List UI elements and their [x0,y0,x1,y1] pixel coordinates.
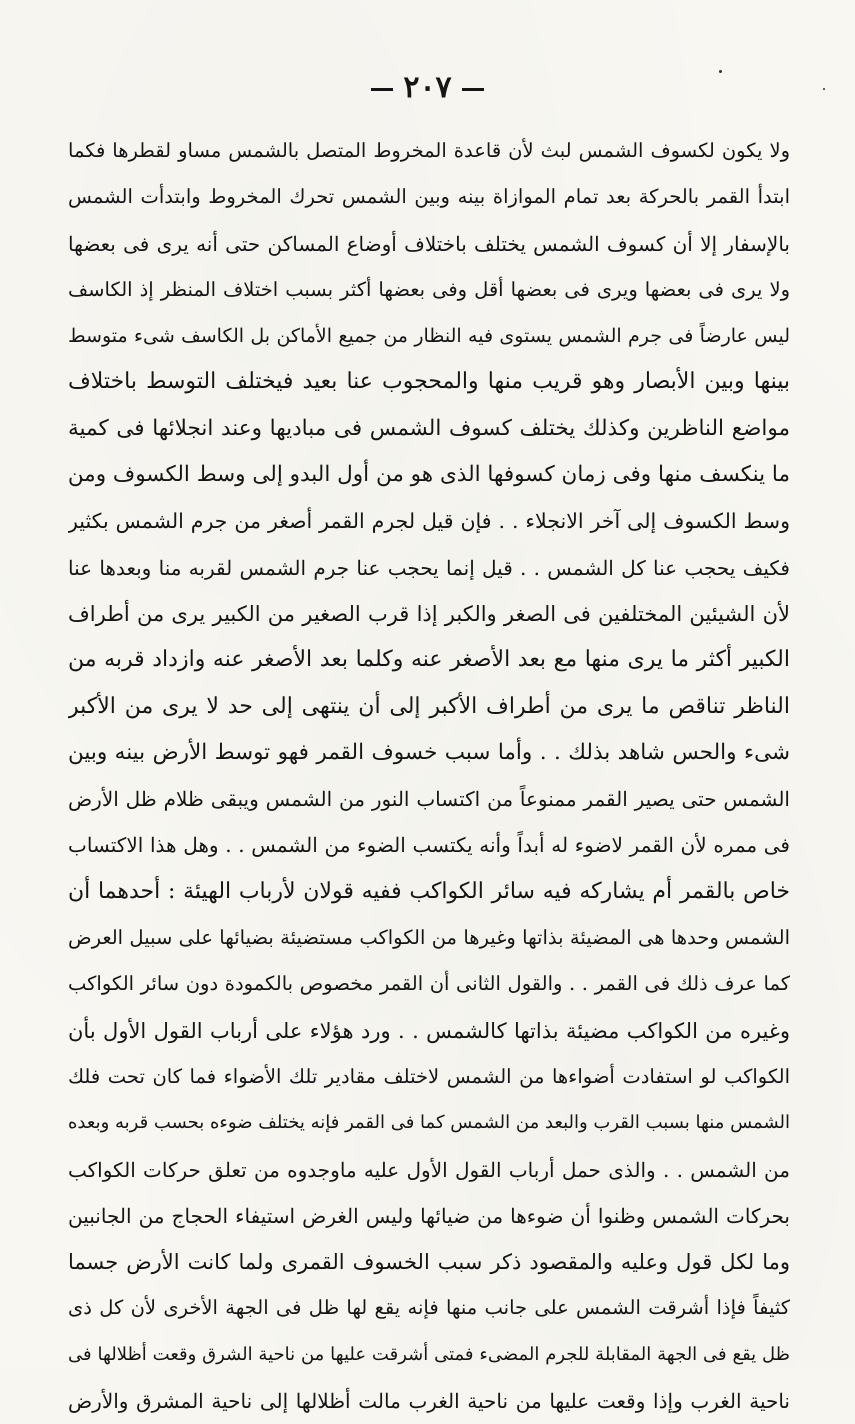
text-line: الكبير أكثر ما يرى منها مع بعد الأصغر عنه وكلما بعد الأصغر عنه وازداد قربه من [68,647,790,673]
scan-speck [719,70,722,73]
text-line: بينها وبين الأبصار وهو قريب منها والمحجوب عنا بعيد فيختلف التوسط باختلاف [68,369,790,395]
text-line: من الشمس . . والذى حمل أرباب القول الأول عليه ماوجدوه من تعلق حركات الكواكب [68,1157,790,1182]
text-line: الناظر تناقص ما يرى من أطراف الأكبر إلى أن ينتهى إلى حد لا يرى من الأكبر [68,693,790,719]
text-line: بحركات الشمس وظنوا أن ضوءها من ضيائها وليس الغرض استيفاء الحجاج من الجانبين [68,1203,790,1228]
text-line: مواضع الناظرين وكذلك يختلف كسوف الشمس فى مباديها وعند انجلائها فى كمية [68,415,790,441]
text-line: كما عرف ذلك فى القمر . . والقول الثانى أن القمر مخصوص بالكمودة دون سائر الكواكب [68,972,790,996]
text-line: وسط الكسوف إلى آخر الانجلاء . . فإن قيل لجرم القمر أصغر من جرم الشمس بكثير [68,509,790,534]
text-line: وغيره من الكواكب مضيئة بذاتها كالشمس . . ورد هؤلاء على أرباب القول الأول بأن [68,1018,790,1043]
left-dash [371,88,393,91]
text-line: ابتدأ القمر بالحركة بعد تمام الموازاة بينه وبين الشمس تحرك المخروط وابتدأت الشمس [68,185,790,209]
text-line: الشمس وحدها هى المضيئة بذاتها وغيرها من الكواكب مستضيئة بضيائها على سبيل العرض [68,926,790,950]
text-line: لأن الشيئين المختلفين فى الصغر والكبر إذا قرب الصغير من الكبير يرى من أطراف [68,601,790,626]
body-text [68,128,790,1424]
page-number-header [0,70,855,105]
text-line: كثيفاً فإذا أشرقت الشمس على جانب منها فإنه يقع لها ظل فى الجهة الأخرى لأن كل ذى [68,1296,790,1320]
text-line: ولا يكون لكسوف الشمس لبث لأن قاعدة المخروط المتصل بالشمس مساو لقطرها فكما [68,139,790,162]
text-line: ولا يرى فى بعضها ويرى فى بعضها أقل وفى بعضها أكثر بسبب اختلاف المنظر إذ الكاسف [68,277,790,301]
text-line: الشمس منها بسبب القرب والبعد من الشمس كما فى القمر فإنه يختلف ضوءه بحسب قربه وبعده [68,1112,790,1134]
text-line: بالإسفار إلا أن كسوف الشمس يختلف باختلاف أوضاع المساكن حتى أنه يرى فى بعضها [68,231,790,256]
text-line: وما لكل قول وعليه والمقصود ذكر سبب الخسوف القمرى ولما كانت الأرض جسما [68,1250,790,1275]
text-line: الشمس حتى يصير القمر ممنوعاً من اكتساب النور من الشمس ويبقى ظلام ظل الأرض [68,787,790,812]
text-line: ناحية الغرب وإذا وقعت عليها من ناحية الغرب مالت أظلالها إلى ناحية المشرق والأرض [68,1389,790,1414]
text-line: شىء والحس شاهد بذلك . . وأما سبب خسوف القمر فهو توسط الأرض بينه وبين [68,739,790,765]
text-line: الكواكب لو استفادت أضواءها من الشمس لاختلف مقادير تلك الأضواء فما كان تحت فلك [68,1064,790,1088]
text-line: ما ينكسف منها وفى زمان كسوفها الذى هو من أول البدو إلى وسط الكسوف ومن [68,462,790,488]
page-number: ٢٠٧ [403,70,452,105]
text-line: خاص بالقمر أم يشاركه فيه سائر الكواكب ففيه قولان لأرباب الهيئة : أحدهما أن [68,878,790,904]
text-line: ظل يقع فى الجهة المقابلة للجرم المضىء فمتى أشرقت عليها من ناحية الشرق وقعت أظلالها فى [68,1343,790,1365]
text-line: ليس عارضاً فى جرم الشمس يستوى فيه النظار من جميع الأماكن بل الكاسف شىء متوسط [68,325,790,348]
right-dash [462,88,484,91]
text-line: فى ممره لأن القمر لاضوء له أبداً وأنه يكتسب الضوء من الشمس . . وهل هذا الاكتساب [68,833,790,858]
scan-speck [823,88,825,90]
text-line: فكيف يحجب عنا كل الشمس . . قيل إنما يحجب عنا جرم الشمس لقربه منا وبعدها عنا [68,555,790,580]
